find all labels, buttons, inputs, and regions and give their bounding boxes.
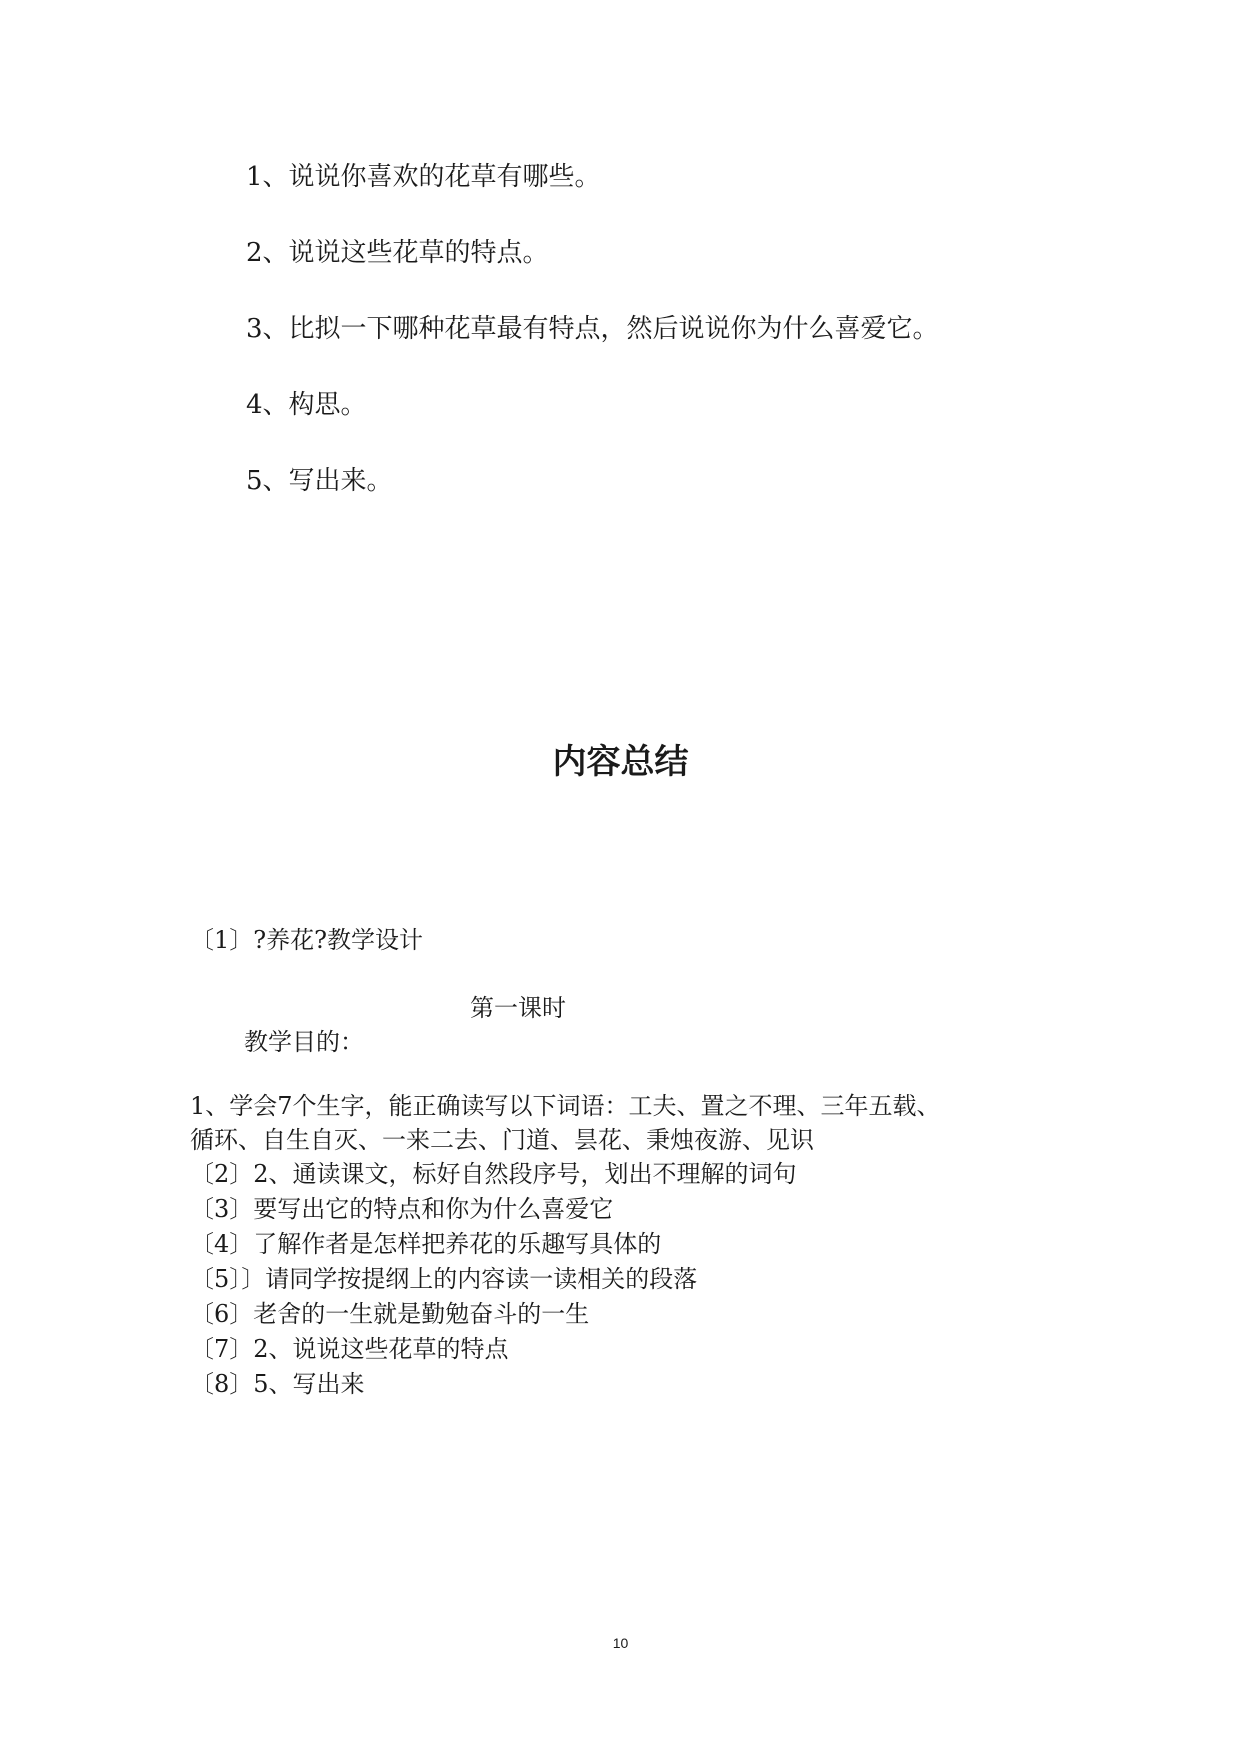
summary-heading: 〔1〕?养花?教学设计: [190, 926, 424, 954]
summary-item: 〔2〕2、通读课文，标好自然段序号，划出不理解的词句: [190, 1160, 797, 1188]
lesson-title: 第一课时: [470, 994, 566, 1022]
summary-item: 〔5〕〕请同学按提纲上的内容读一读相关的段落: [190, 1265, 698, 1293]
summary-title: 内容总结: [552, 742, 689, 782]
objective-1-line-1: 1、学会7个生字，能正确读写以下词语：工夫、置之不理、三年五载、: [190, 1092, 941, 1120]
page-number: 10: [612, 1635, 629, 1651]
summary-item: 〔7〕2、说说这些花草的特点: [190, 1335, 509, 1363]
step-5: 5、写出来。: [246, 466, 393, 496]
objectives-label: 教学目的：: [244, 1028, 364, 1056]
summary-item: 〔8〕5、写出来: [190, 1370, 365, 1398]
step-2: 2、说说这些花草的特点。: [246, 238, 549, 268]
summary-item: 〔3〕要写出它的特点和你为什么喜爱它: [190, 1195, 614, 1223]
step-3: 3、比拟一下哪种花草最有特点，然后说说你为什么喜爱它。: [246, 314, 939, 344]
summary-item: 〔6〕老舍的一生就是勤勉奋斗的一生: [190, 1300, 590, 1328]
step-4: 4、构思。: [246, 390, 367, 420]
step-1: 1、说说你喜欢的花草有哪些。: [246, 162, 601, 192]
objective-1-line-2: 循环、自生自灭、一来二去、门道、昙花、秉烛夜游、见识: [190, 1126, 814, 1154]
summary-item: 〔4〕了解作者是怎样把养花的乐趣写具体的: [190, 1230, 662, 1258]
